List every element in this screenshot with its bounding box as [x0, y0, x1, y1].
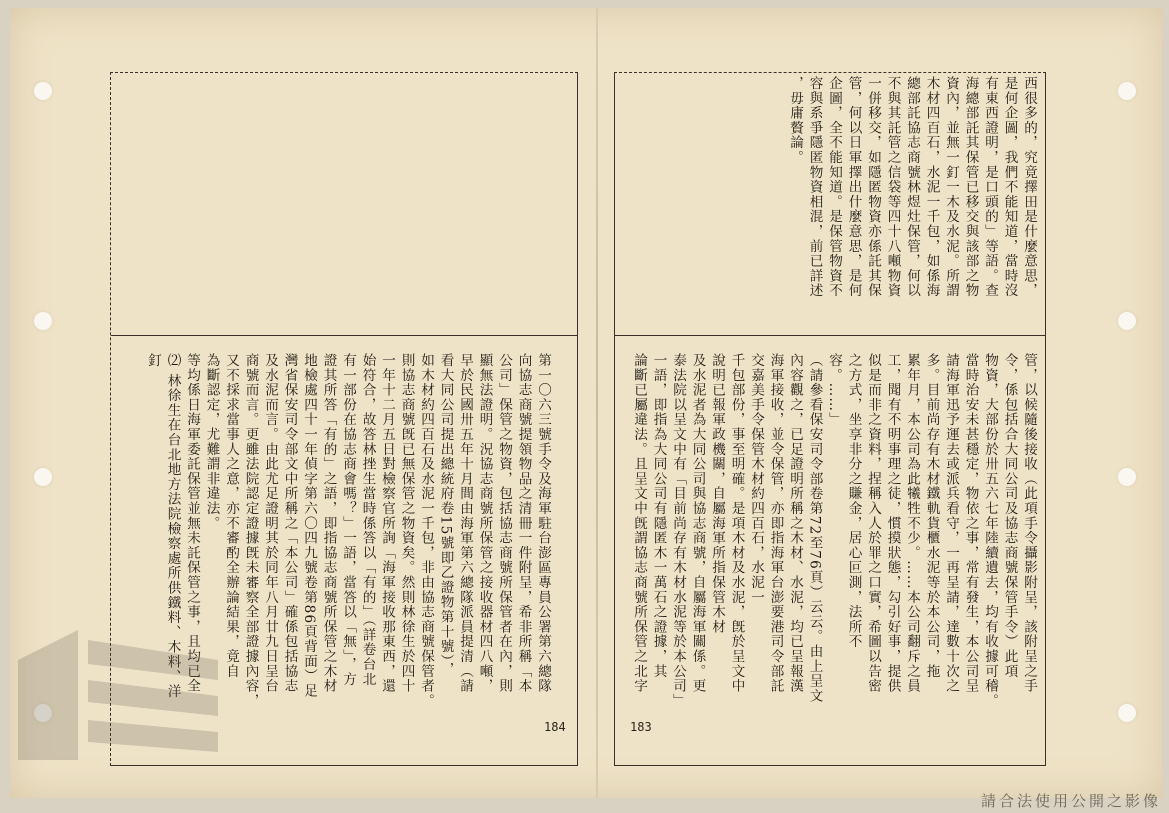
- usage-watermark: 請合法使用公開之影像: [980, 792, 1161, 810]
- right-lower-text-line: 累年月，本公司為此犧牲不少。……本公司翻斥之員: [904, 353, 920, 694]
- left-text-line: 為斷認定，尤難謂非違法。: [203, 353, 220, 531]
- left-text-line: 地檢處四十一年偵字第六〇四九號卷第86頁背面）足: [301, 353, 317, 699]
- right-lower-text-line: 之方式，坐享非分之賺金，居心叵測，法所不容。……」: [826, 353, 862, 649]
- left-text-line: 公司」保管之物資，包括協志商號所保管者在內，則: [496, 353, 512, 694]
- right-lower-text-line: （請參看保安司令部卷第72至76頁）云云。由上呈文: [806, 353, 823, 704]
- left-text-line: 則協志商號旣已無保管之物資矣。然則林徐生於四十: [398, 353, 415, 694]
- right-lower-text-line: 請海軍迅予運去或派兵看守，一再呈請，達數十次之: [943, 353, 959, 694]
- archive-logo-watermark: [18, 620, 228, 760]
- right-upper-text-line: 有東西證明，是口頭的」等語。查: [982, 76, 998, 298]
- right-lower-text-line: 工，聞有不明事理之徒，慣摸狀態，勾引好事，提供: [884, 353, 901, 694]
- left-text-line: 灣省保安司令部文中所稱之「本公司」確係包括協志: [281, 353, 298, 694]
- right-lower-text-line: 令，係包括合大同公司及協志商號保管手令）此項: [1001, 353, 1018, 679]
- punch-hole: [34, 82, 52, 100]
- right-lower-text-line: 當時治安未甚穩定，物依之事，常有發生，本公司呈: [962, 353, 979, 694]
- right-lower-text-line: 海軍接收，並令保管，亦即指海軍台澎要港司令部託: [767, 353, 784, 694]
- left-text-line: 向協志商號提領物品之清冊一件附呈，希非所稱「本: [515, 353, 532, 694]
- left-text-line: 及水泥而言。由此尤足證明其於同年八月廿九日呈台: [262, 353, 278, 694]
- right-upper-text-line: 管，何以日軍擇出什麼意思，是何: [845, 76, 862, 298]
- right-lower-text-line: 千包部份，事至明確。是項木材及水泥，旣於呈文中: [728, 353, 745, 694]
- left-text-line: 又不採求當事人之意，亦不審酌全辦論結果，竟自: [223, 353, 239, 679]
- punch-hole: [1118, 312, 1136, 330]
- right-upper-text-line: 容與系爭隱匿物資相混，前已詳述: [806, 76, 823, 298]
- left-text-line: 始符合，故答林挫生當時係答以「有的」（詳卷台北: [359, 353, 376, 687]
- right-upper-text-line: ，毋庸贅論。: [787, 76, 803, 165]
- right-upper-text-line: 資內，並無一釘一木及水泥。所謂: [943, 76, 959, 298]
- page-number-right: 183: [630, 720, 652, 734]
- right-upper-text-line: 海總部託其保管已移交與該部之物: [962, 76, 979, 298]
- page-number-left: 184: [544, 720, 566, 734]
- right-page-upper-text: [785, 76, 1039, 334]
- left-text-line: 第一〇六三號手令及海軍駐台澎區專員公署第六總隊: [535, 353, 551, 694]
- left-text-line: 等均係日海軍委託保管並無未託保管之事，且均已全: [184, 353, 200, 694]
- left-text-line: 看大同公司提出總統府卷15號即乙證物第十號），: [437, 353, 454, 677]
- right-lower-text-line: 交嘉美手令保管木材約四百石，水泥一: [748, 353, 764, 605]
- section-divider: [111, 335, 577, 336]
- right-upper-text-line: 西很多的，究竟擇田是什麼意思，: [1021, 76, 1037, 298]
- right-upper-text-line: 不與其託管之信袋等四十八噸物資: [884, 76, 901, 298]
- left-text-line: ⑵ 林徐生在台北地方法院檢察處所供鐵料、木料、洋釘: [145, 353, 181, 699]
- left-text-line: 一年十二月五日對檢察官所詢「海軍接收那東西，還: [379, 353, 395, 694]
- punch-hole: [1118, 468, 1136, 486]
- right-upper-text-line: 企圖，全不能知道。是保管物資不: [826, 76, 842, 298]
- right-lower-text-line: 物資，大部份於卅五六七年陸續遺去，均有收據可稽。: [982, 353, 998, 709]
- right-lower-text-line: 泰法院以呈文中有「目前尚存有木材水泥等於本公司」: [670, 353, 686, 709]
- right-lower-text-line: 一語，即指為大同公司有隱匿木一萬石之證據，其: [650, 353, 667, 679]
- punch-hole: [34, 468, 52, 486]
- right-page-upper-body: [766, 76, 1038, 334]
- section-divider: [615, 335, 1045, 336]
- right-page-lower-body: [616, 353, 1038, 713]
- right-lower-text-line: 多。目前尚存有木材鐵軌貨櫃水泥等於本公司，拖: [923, 353, 940, 679]
- scanned-double-page: [10, 8, 1162, 798]
- punch-hole: [1118, 82, 1136, 100]
- left-text-line: 顯無法證明。況協志商號所保管之接收器材四八噸，: [476, 353, 493, 694]
- right-page-lower-text: [629, 353, 1039, 713]
- right-upper-text-line: 木材四百石，水泥一千包，如係海: [923, 76, 940, 298]
- right-lower-text-line: 論斷已屬違法。且呈文中旣謂協志商號所保管之北字: [631, 353, 647, 694]
- right-lower-text-line: 管，以候隨後接收（此項手令攝影附呈，該附呈之手: [1021, 353, 1037, 694]
- right-upper-text-line: 是何企圖，我們不能知道，當時沒: [1001, 76, 1018, 298]
- left-text-line: 早於民國卅五年十月間由海軍第六總隊派員提清（請: [457, 353, 473, 694]
- left-text-line: 如木材約四百石及水泥一千包，非由協志商號保管者。: [418, 353, 434, 709]
- right-upper-text-line: 總部託協志商號林煜灶保管，何以: [904, 76, 920, 298]
- left-text-line: 有一部份在協志商會嗎？」一語，當答以「無」，方: [340, 353, 356, 687]
- right-lower-text-line: 及水泥者為大同公司與協志商號，自屬海軍關係。更: [689, 353, 706, 694]
- right-lower-text-line: 似是而非之資料，捏稱入人於罪之口實，希圖以告密: [865, 353, 881, 694]
- punch-hole: [1118, 704, 1136, 722]
- book-gutter: [596, 8, 598, 798]
- right-upper-text-line: 一併移交，如隱匿物資亦係託其保: [865, 76, 881, 298]
- left-text-line: 證其所答「有的」之語，即指協志商號所保管之木材: [320, 353, 337, 694]
- left-text-line: 商號而言。更雖法院認定證據旣未審察全部證據內容，: [242, 353, 259, 709]
- right-lower-text-line: 說明已報軍政機關，自屬海軍所指保管木材: [709, 353, 725, 635]
- punch-hole: [34, 312, 52, 330]
- right-lower-text-line: 內容觀之，已足證明所稱之木材、水泥，均已呈報漢: [787, 353, 803, 694]
